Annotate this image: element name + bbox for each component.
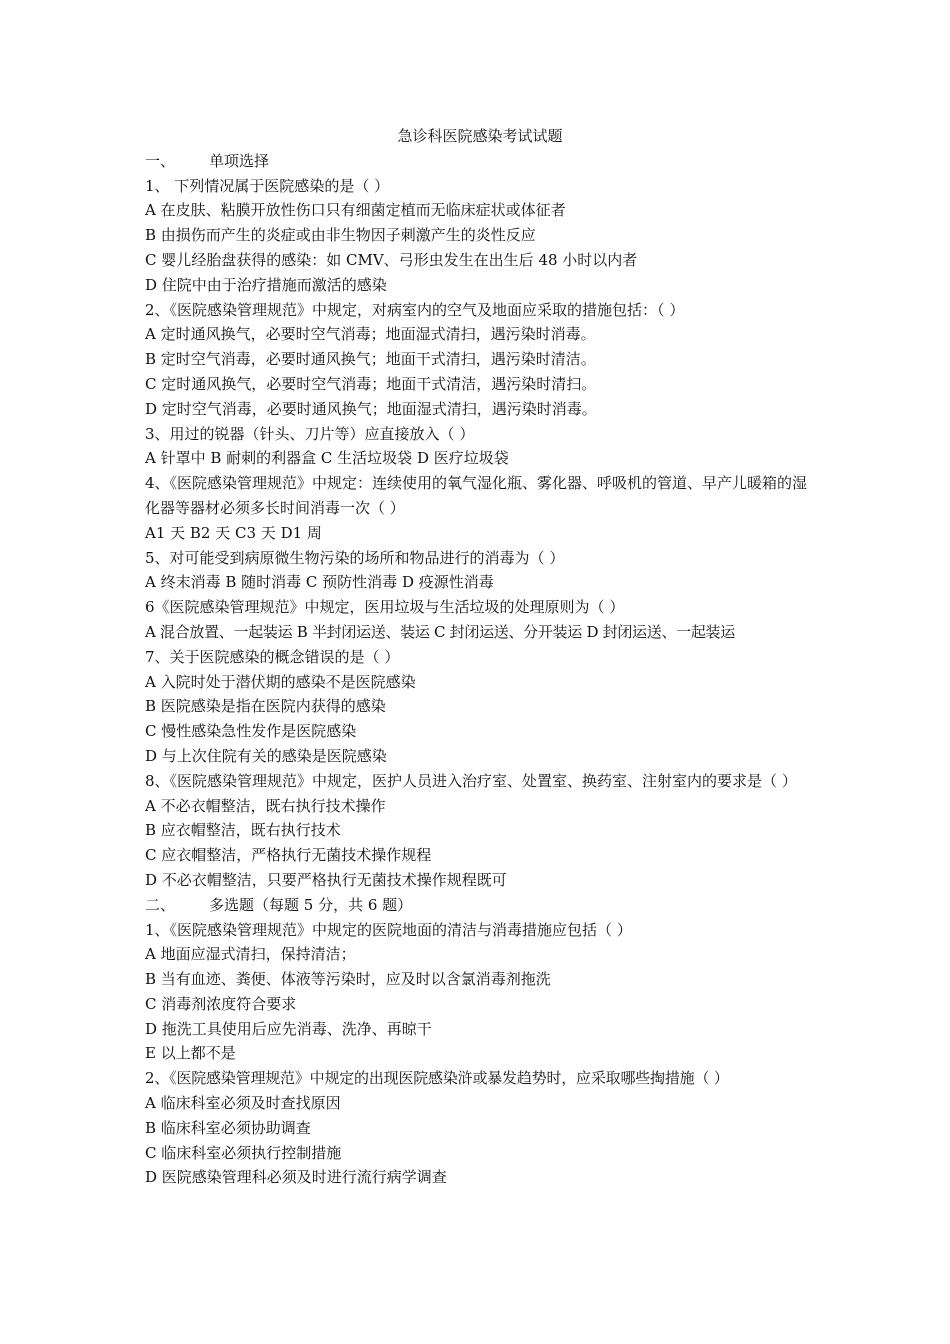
question-1-option-a: A 在皮肤、粘膜开放性伤口只有细菌定植而无临床症状或体征者 <box>145 201 566 220</box>
question-8-option-d: D 不必衣帽整洁，只要严格执行无菌技术操作规程既可 <box>145 870 507 889</box>
question-1-option-c: C 婴儿经胎盘获得的感染：如 CMV、弓形虫发生在出生后 48 小时以内者 <box>145 250 638 269</box>
question-8-option-a: A 不必衣帽整洁，既右执行技术操作 <box>145 796 386 815</box>
section-heading-multiple-choice <box>145 893 815 918</box>
mc-question-1-option-b: B 当有血迹、粪便、体液等污染时，应及时以含氯消毒剂拖洗 <box>145 970 551 989</box>
document-page <box>145 124 815 1190</box>
question-1: 1、 下列情况属于医院感染的是（ ） <box>145 176 390 195</box>
question-2-option-b: B 定时空气消毒，必要时通风换气；地面干式清扫，遇污染时清洁。 <box>145 350 596 369</box>
mc-question-2-option-a: A 临床科室必须及时查找原因 <box>145 1094 341 1113</box>
section-label: 多选题（每题 5 分，共 6 题） <box>209 895 413 914</box>
mc-question-1-option-e: E 以上都不是 <box>145 1044 236 1063</box>
mc-question-2-option-c: C 临床科室必须执行控制措施 <box>145 1143 342 1162</box>
section-number: 一、 <box>145 151 176 170</box>
question-1-option-d: D 住院中由于治疗措施而激活的感染 <box>145 275 387 294</box>
question-4: 4、《医院感染管理规范》中规定：连续使用的氧气湿化瓶、雾化器、呼吸机的管道、早产儿暖箱的湿化器等器材必须多长时间消毒一次（ ） <box>145 474 808 517</box>
mc-question-2: 2、《医院感染管理规范》中规定的出现医院感染浒或暴发趋势时，应采取哪些掏措施（ ） <box>145 1069 729 1088</box>
question-2-option-d: D 定时空气消毒，必要时通风换气；地面湿式清扫，遇污染时消毒。 <box>145 399 597 418</box>
section-number: 二、 <box>145 895 176 914</box>
question-7-option-d: D 与上次住院有关的感染是医院感染 <box>145 746 387 765</box>
section-label: 单项选择 <box>209 151 270 170</box>
question-3-options: A 针罩中 B 耐刺的利器盒 C 生活垃圾袋 D 医疗垃圾袋 <box>145 449 509 468</box>
question-7: 7、关于医院感染的概念错误的是（ ） <box>145 647 400 666</box>
question-5: 5、对可能受到病原微生物污染的场所和物品进行的消毒为（ ） <box>145 548 565 567</box>
mc-question-1: 1、《医院感染管理规范》中规定的医院地面的清洁与消毒措施应包括（ ） <box>145 920 632 939</box>
question-8-option-c: C 应衣帽整洁，严格执行无菌技术操作规程 <box>145 846 432 865</box>
question-3: 3、用过的锐器（针头、刀片等）应直接放入（ ） <box>145 424 475 443</box>
question-8-option-b: B 应衣帽整洁，既右执行技术 <box>145 821 341 840</box>
question-2-option-c: C 定时通风换气，必要时空气消毒；地面干式清洁，遇污染时清扫。 <box>145 374 597 393</box>
mc-question-1-option-d: D 拖洗工具使用后应先消毒、洗净、再晾干 <box>145 1019 432 1038</box>
mc-question-2-option-b: B 临床科室必须协助调查 <box>145 1118 311 1137</box>
question-8: 8、《医院感染管理规范》中规定，医护人员进入治疗室、处置室、换药室、注射室内的要求是（ ） <box>145 771 797 790</box>
question-7-option-c: C 慢性感染急性发作是医院感染 <box>145 722 357 741</box>
question-2: 2、《医院感染管理规范》中规定，对病室内的空气及地面应采取的措施包括：（ ） <box>145 300 685 319</box>
question-7-option-b: B 医院感染是指在医院内获得的感染 <box>145 697 386 716</box>
question-2-option-a: A 定时通风换气，必要时空气消毒；地面湿式清扫，遇污染时消毒。 <box>145 325 596 344</box>
question-6: 6《医院感染管理规范》中规定，医用垃圾与生活垃圾的处理原则为（ ） <box>145 598 625 617</box>
question-4-options: A1 天 B2 天 C3 天 D1 周 <box>145 523 322 542</box>
mc-question-1-option-a: A 地面应湿式清扫，保持清洁； <box>145 945 356 964</box>
section-heading-single-choice <box>145 149 815 174</box>
question-7-option-a: A 入院时处于潜伏期的感染不是医院感染 <box>145 672 416 691</box>
mc-question-1-option-c: C 消毒剂浓度符合要求 <box>145 994 297 1013</box>
question-5-options: A 终末消毒 B 随时消毒 C 预防性消毒 D 疫源性消毒 <box>145 573 494 592</box>
question-6-options: A 混合放置、一起装运 B 半封闭运送、装运 C 封闭运送、分开装运 D 封闭运送、一起装运 <box>145 622 735 641</box>
question-1-option-b: B 由损伤而产生的炎症或由非生物因子刺激产生的炎性反应 <box>145 226 536 245</box>
mc-question-2-option-d: D 医院感染管理科必须及时进行流行病学调查 <box>145 1168 447 1187</box>
document-title: 急诊科医院感染考试试题 <box>397 127 563 145</box>
